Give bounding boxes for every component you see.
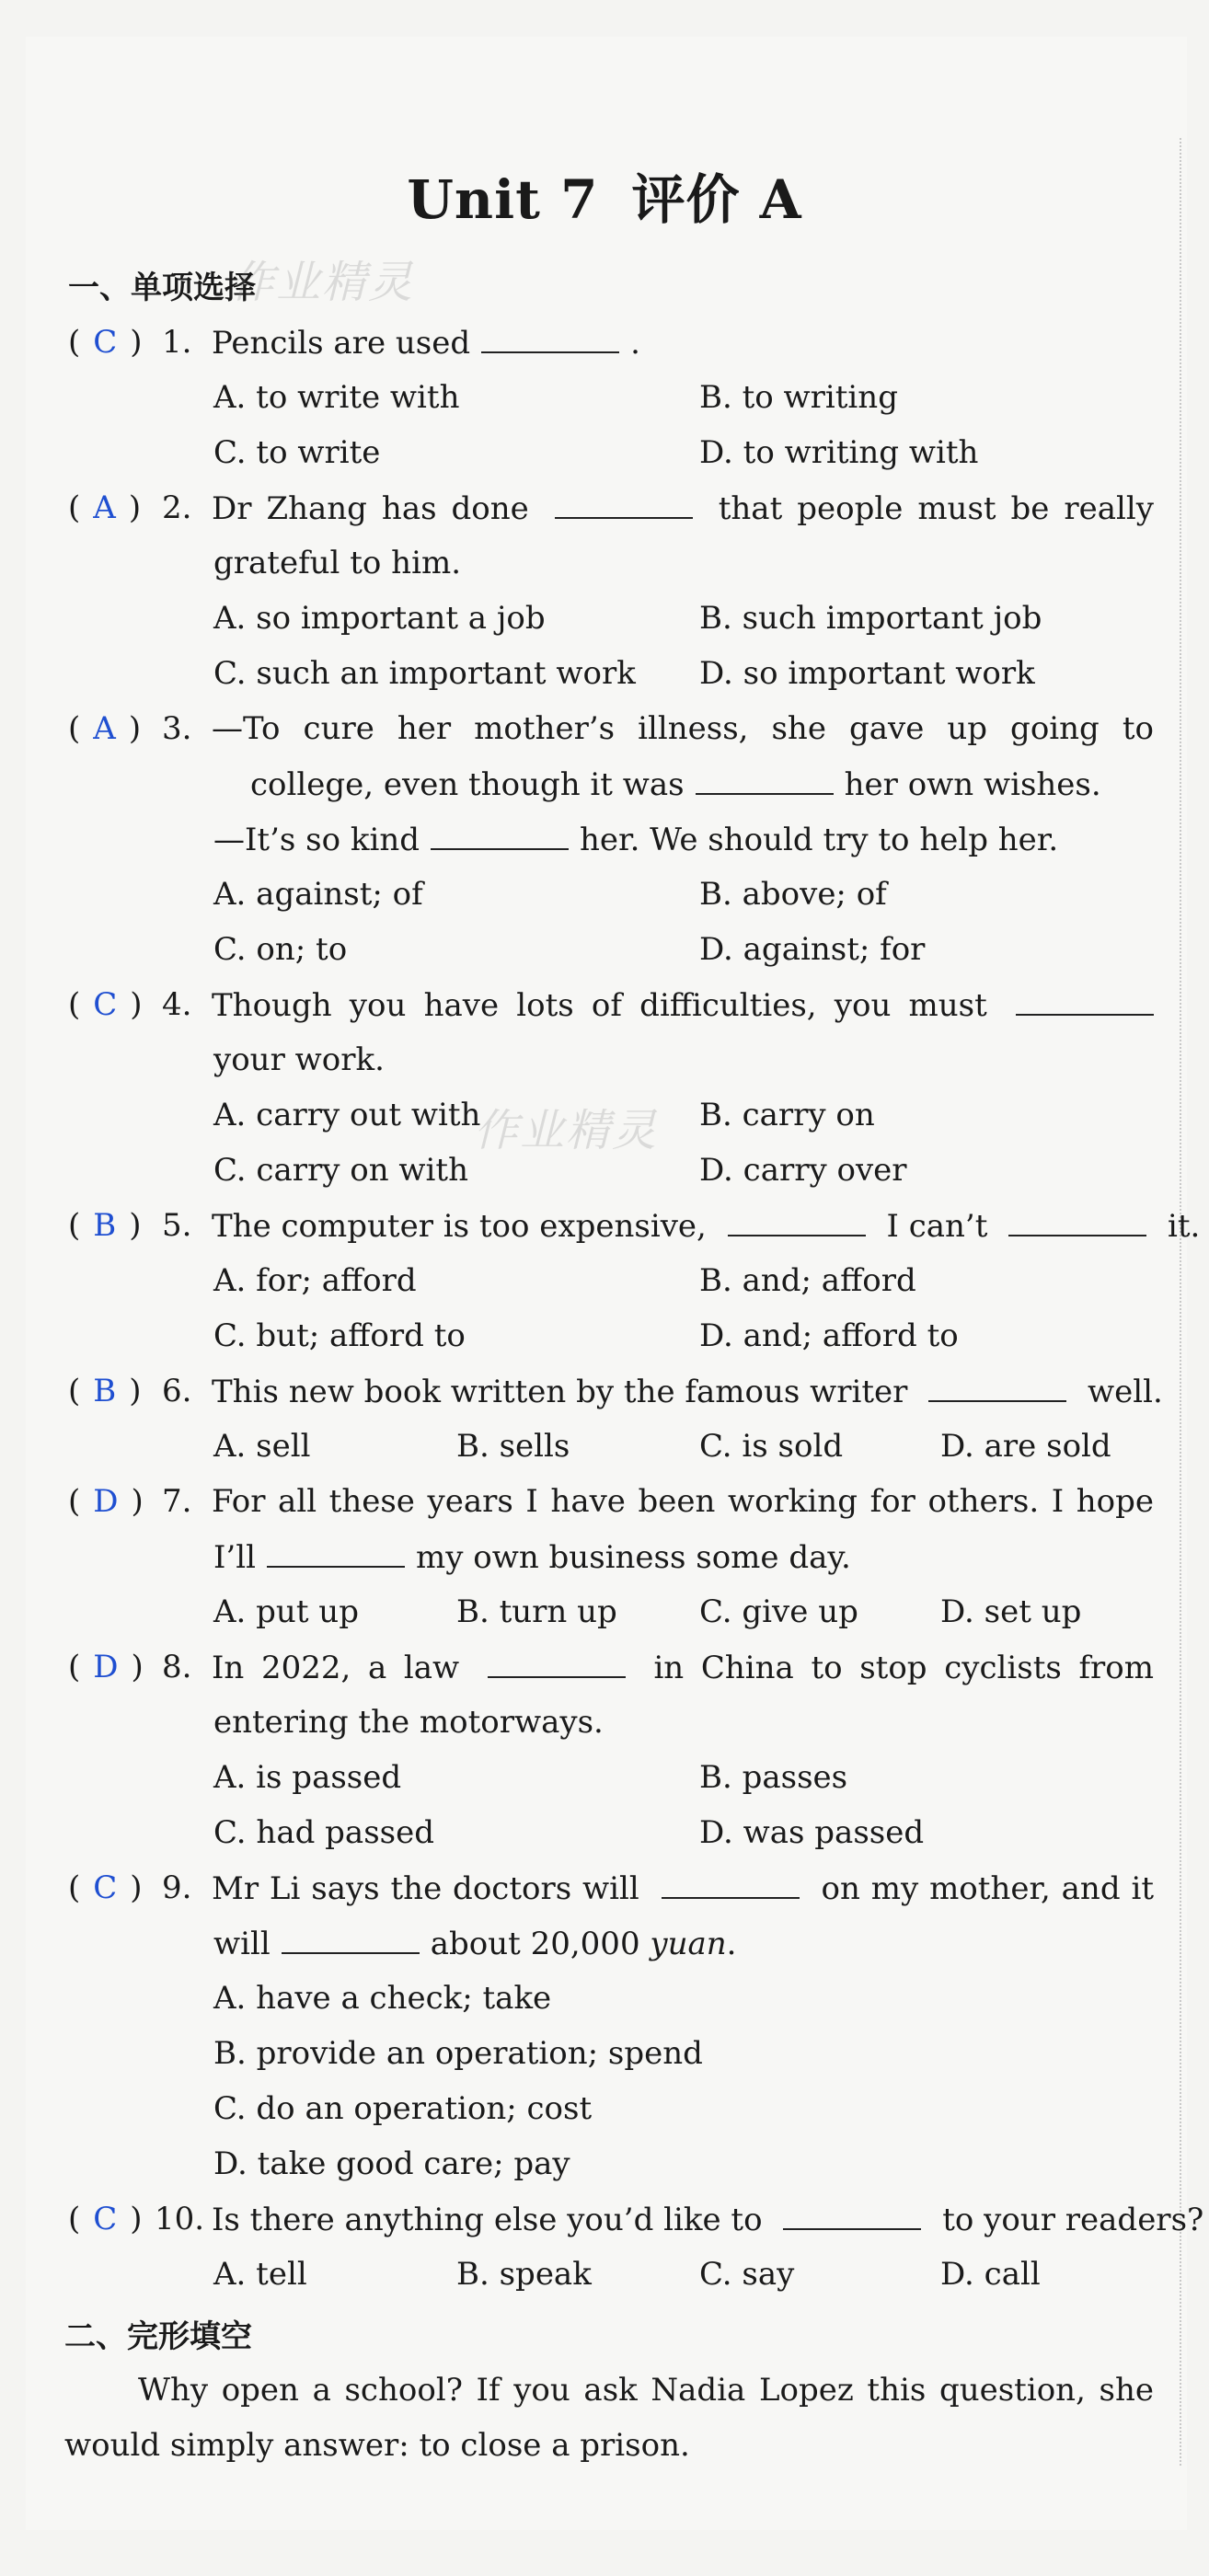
option: B. turn up <box>456 1593 617 1630</box>
option: B. and; afford <box>699 1262 916 1299</box>
option: D. call <box>940 2256 1041 2293</box>
option: D. are sold <box>940 1428 1111 1465</box>
option: D. set up <box>940 1593 1082 1630</box>
answer-blank <box>662 1869 800 1899</box>
option: C. such an important work <box>213 655 636 692</box>
option: C. give up <box>699 1593 858 1630</box>
passage-line: would simply answer: to close a prison. <box>64 2427 690 2464</box>
option: B. passes <box>699 1759 848 1796</box>
option: A. sell <box>213 1428 311 1465</box>
option: C. carry on with <box>213 1152 468 1189</box>
answer-blank <box>431 821 569 850</box>
answer-box: ( D ) <box>68 1649 144 1685</box>
watermark: 作业精灵 <box>474 1105 659 1156</box>
option: B. provide an operation; spend <box>213 2035 703 2072</box>
question-stem: This new book written by the famous writer well. <box>212 1374 1163 1410</box>
answer-blank <box>1008 1207 1146 1236</box>
option: B. to writing <box>699 379 898 416</box>
option: A. to write with <box>213 379 460 416</box>
question-number: 7. <box>162 1483 192 1520</box>
question-stem-cont: grateful to him. <box>213 545 461 581</box>
option: B. carry on <box>699 1097 875 1133</box>
question-stem-cont: college, even though it was her own wishes. <box>250 766 1101 803</box>
option: C. but; afford to <box>213 1317 466 1354</box>
answer-box: ( A ) <box>68 489 142 526</box>
answer-blank <box>783 2201 921 2230</box>
answer-box: ( C ) <box>68 2201 143 2237</box>
answer-blank <box>267 1538 405 1568</box>
section-heading-choice: 一、单项选择 <box>68 270 256 306</box>
margin-dotted-line <box>1180 138 1181 2466</box>
question-number: 10. <box>155 2201 205 2237</box>
question-stem: —To cure her mother’s illness, she gave up going to <box>212 710 1154 747</box>
question-stem: The computer is too expensive, I can’t it. <box>212 1208 1201 1245</box>
option: A. so important a job <box>213 600 546 637</box>
question-stem: Dr Zhang has done that people must be really <box>212 490 1155 527</box>
watermark: 作业精灵 <box>230 257 415 308</box>
answer-box: ( C ) <box>68 986 143 1023</box>
option: B. such important job <box>699 600 1042 637</box>
answer-box: ( C ) <box>68 1869 143 1906</box>
answer-blank <box>928 1373 1066 1402</box>
option: D. carry over <box>699 1152 907 1189</box>
option: B. sells <box>456 1428 570 1465</box>
question-number: 4. <box>162 986 192 1023</box>
option: A. put up <box>213 1593 359 1630</box>
answer-box: ( B ) <box>68 1373 142 1409</box>
option: C. had passed <box>213 1814 434 1851</box>
option: A. against; of <box>213 876 423 913</box>
question-number: 1. <box>162 324 192 361</box>
option: C. on; to <box>213 931 348 968</box>
option: A. is passed <box>213 1759 402 1796</box>
answer-blank <box>696 765 834 795</box>
option: D. was passed <box>699 1814 925 1851</box>
option: C. is sold <box>699 1428 844 1465</box>
option: D. and; afford to <box>699 1317 959 1354</box>
answer-blank <box>728 1207 866 1236</box>
question-number: 8. <box>162 1649 192 1685</box>
option: B. speak <box>456 2256 592 2293</box>
title-unit: Unit 7 <box>407 168 599 231</box>
question-number: 5. <box>162 1207 192 1244</box>
question-stem: In 2022, a law in China to stop cyclists from <box>212 1650 1155 1686</box>
question-number: 9. <box>162 1869 192 1906</box>
question-stem-cont: entering the motorways. <box>213 1704 604 1741</box>
passage-line: Why open a school? If you ask Nadia Lopez this question, she <box>138 2372 1154 2409</box>
answer-box: ( A ) <box>68 710 142 747</box>
page-sheet <box>26 37 1204 2530</box>
question-stem-cont: I’ll my own business some day. <box>213 1539 851 1576</box>
answer-box: ( B ) <box>68 1207 142 1244</box>
section-heading-cloze: 二、完形填空 <box>64 2318 252 2355</box>
answer-box: ( D ) <box>68 1483 144 1520</box>
question-stem: For all these years I have been working for others. I hope <box>212 1483 1154 1520</box>
question-stem-cont: —It’s so kind her. We should try to help her. <box>213 822 1059 858</box>
question-stem-cont: your work. <box>213 1041 385 1078</box>
option: C. say <box>699 2256 795 2293</box>
question-stem: Mr Li says the doctors will on my mother, and it <box>212 1870 1154 1907</box>
page-title <box>0 156 1209 234</box>
answer-blank <box>282 1925 420 1954</box>
title-name: 评价 A <box>631 168 802 231</box>
option: D. take good care; pay <box>213 2145 570 2182</box>
question-stem: Though you have lots of difficulties, you must <box>212 986 1154 1024</box>
option: D. so important work <box>699 655 1035 692</box>
option: B. above; of <box>699 876 887 913</box>
question-number: 2. <box>162 489 192 526</box>
option: A. tell <box>213 2256 307 2293</box>
question-stem: Is there anything else you’d like to to your readers? <box>212 2202 1204 2238</box>
question-number: 3. <box>162 710 192 747</box>
question-stem-cont: will about 20,000 yuan. <box>213 1926 737 1962</box>
answer-blank <box>481 324 619 353</box>
answer-blank <box>1016 986 1154 1016</box>
answer-blank <box>555 489 693 519</box>
answer-box: ( C ) <box>68 324 143 361</box>
option: D. to writing with <box>699 434 979 471</box>
option: A. have a check; take <box>213 1980 552 2017</box>
option: C. to write <box>213 434 381 471</box>
option: C. do an operation; cost <box>213 2090 593 2127</box>
question-number: 6. <box>162 1373 192 1409</box>
option: A. for; afford <box>213 1262 417 1299</box>
option: D. against; for <box>699 931 926 968</box>
answer-blank <box>488 1649 626 1678</box>
question-stem: Pencils are used . <box>212 325 640 362</box>
option: A. carry out with <box>213 1097 481 1133</box>
